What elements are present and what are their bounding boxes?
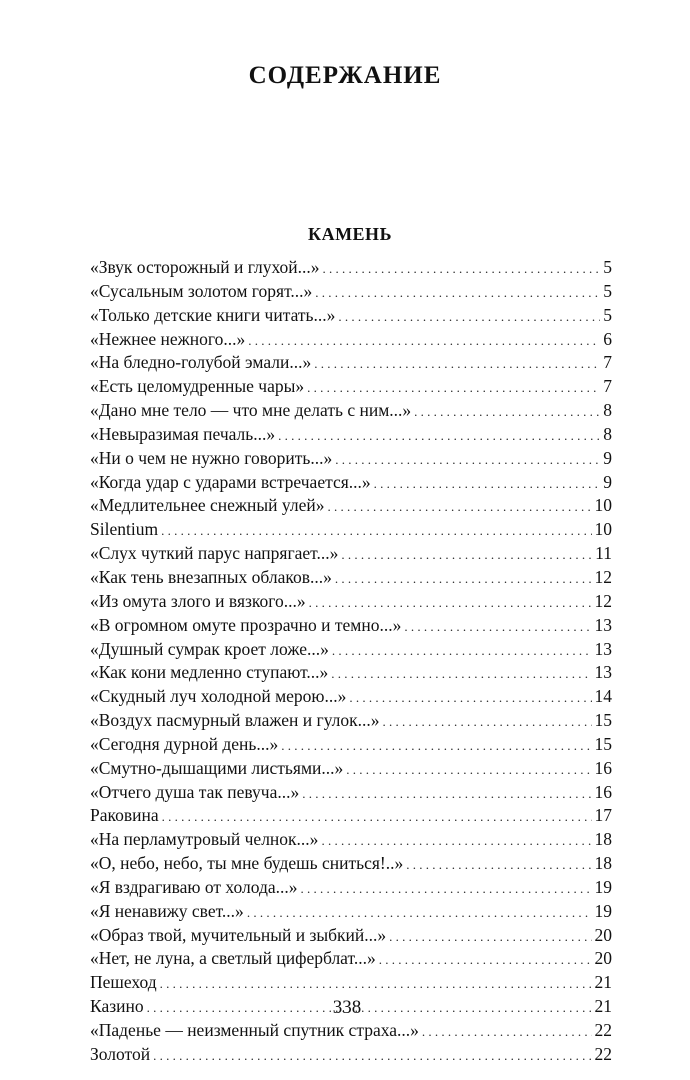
- toc-entry-title: «Как тень внезапных облаков...»: [90, 566, 332, 587]
- toc-leader-dots: [422, 1020, 592, 1044]
- toc-entry-page: 21: [594, 972, 612, 993]
- toc-entry-page: 19: [594, 900, 612, 921]
- toc-entry-title: «Воздух пасмурный влажен и гулок...»: [90, 710, 380, 731]
- toc-leader-dots: [314, 352, 600, 376]
- toc-leader-dots: [247, 901, 592, 925]
- toc-entry[interactable]: [90, 375, 612, 399]
- toc-leader-dots: [331, 662, 591, 686]
- toc-entry[interactable]: [90, 638, 612, 662]
- toc-entry-title: «Душный сумрак кроет ложе...»: [90, 638, 329, 659]
- toc-entry-page: 21: [594, 996, 612, 1017]
- toc-entry-page: 7: [603, 376, 612, 397]
- toc-entry-title: «Сегодня дурной день...»: [90, 733, 279, 754]
- toc-entry[interactable]: [90, 733, 612, 757]
- toc-entry-page: 19: [594, 876, 612, 897]
- toc-entry[interactable]: [90, 423, 612, 447]
- toc-entry[interactable]: [90, 828, 612, 852]
- toc-entry-title: Silentium: [90, 519, 159, 540]
- toc-entry-title: «О, небо, небо, ты мне будешь сниться!..»: [90, 853, 404, 874]
- toc-entry[interactable]: [90, 614, 612, 638]
- toc-entry-title: «Медлительнее снежный улей»: [90, 495, 325, 516]
- toc-entry-title: «Звук осторожный и глухой...»: [90, 257, 320, 277]
- toc-entry-title: «Дано мне тело — что мне делать с ним...»: [90, 400, 412, 421]
- toc-entry-page: 10: [594, 495, 612, 516]
- toc-entry[interactable]: [90, 590, 612, 614]
- toc-entry[interactable]: [90, 399, 612, 423]
- toc-leader-dots: [281, 734, 591, 758]
- toc-entry-page: 7: [603, 352, 612, 373]
- toc-leader-dots: [406, 853, 591, 877]
- toc-entry-title: Золотой: [90, 1043, 151, 1064]
- toc-leader-dots: [335, 567, 592, 591]
- toc-entry-title: «Сусальным золотом горят...»: [90, 280, 313, 301]
- toc-entry-page: 5: [603, 304, 612, 325]
- toc-entry-page: 22: [594, 1020, 612, 1040]
- toc-leader-dots: [335, 448, 600, 472]
- toc-leader-dots: [383, 710, 592, 734]
- toc-entry-title: «Когда удар с ударами встречается...»: [90, 471, 371, 492]
- toc-leader-dots: [301, 877, 592, 901]
- toc-entry[interactable]: [90, 757, 612, 781]
- toc-entry-title: «Я вздрагиваю от холода...»: [90, 876, 298, 897]
- toc-leader-dots: [307, 376, 600, 400]
- toc-entry-title: «Из омута злого и вязкого...»: [90, 590, 306, 611]
- toc-entry-title: «Отчего душа так певуча...»: [90, 781, 300, 802]
- toc-entry-page: 5: [603, 280, 612, 301]
- toc-leader-dots: [321, 829, 591, 853]
- toc-leader-dots: [414, 400, 600, 424]
- section-title: КАМЕНЬ: [308, 224, 392, 244]
- toc-entry-title: «Только детские книги читать...»: [90, 304, 336, 325]
- toc-entry-page: 12: [594, 590, 612, 611]
- toc-entry-page: 17: [594, 805, 612, 826]
- toc-entry-title: «В огромном омуте прозрачно и темно...»: [90, 614, 402, 635]
- toc-leader-dots: [161, 519, 591, 543]
- toc-entry[interactable]: [90, 494, 612, 518]
- toc-leader-dots: [302, 782, 591, 806]
- toc-leader-dots: [332, 639, 592, 663]
- toc-entry[interactable]: [90, 351, 612, 375]
- toc-entry-page: 15: [594, 710, 612, 731]
- toc-leader-dots: [327, 495, 591, 519]
- toc-entry-title: «Нежнее нежного...»: [90, 328, 246, 349]
- toc-leader-dots: [379, 948, 592, 972]
- toc-entry-page: 18: [594, 829, 612, 850]
- toc-entry-title: «Образ твой, мучительный и зыбкий...»: [90, 924, 387, 945]
- toc-entry[interactable]: [90, 876, 612, 900]
- toc-entry[interactable]: [90, 280, 612, 304]
- toc-entry-title: «Нет, не луна, а светлый циферблат...»: [90, 948, 376, 969]
- toc-entry-page: 16: [594, 757, 612, 778]
- toc-entry-page: 12: [594, 566, 612, 587]
- toc-leader-dots: [278, 424, 600, 448]
- toc-entry-title: Раковина: [90, 805, 159, 826]
- toc-entry-page: 13: [594, 662, 612, 683]
- toc-entry[interactable]: [90, 924, 612, 948]
- toc-entry[interactable]: [90, 328, 612, 352]
- toc-leader-dots: [323, 257, 601, 281]
- toc-entry-page: 5: [603, 257, 612, 277]
- toc-entry[interactable]: [90, 685, 612, 709]
- toc-entry[interactable]: [90, 518, 612, 542]
- toc-entry[interactable]: [90, 709, 612, 733]
- page-number: 338: [332, 997, 362, 1018]
- toc-entry-page: 18: [594, 853, 612, 874]
- page-title: СОДЕРЖАНИЕ: [248, 62, 442, 89]
- toc-leader-dots: [162, 805, 592, 829]
- toc-entry-page: 22: [594, 1043, 612, 1064]
- toc-entry-page: 14: [594, 686, 612, 707]
- toc-entry-title: «Слух чуткий парус напрягает...»: [90, 543, 339, 564]
- toc-leader-dots: [248, 329, 600, 353]
- toc-entry[interactable]: [90, 566, 612, 590]
- toc-entry[interactable]: [90, 900, 612, 924]
- toc-entry-page: 11: [595, 543, 612, 564]
- toc-leader-dots: [374, 472, 601, 496]
- toc-leader-dots: [349, 686, 591, 710]
- toc-entry-title: «Паденье — неизменный спутник страха...»: [90, 1020, 419, 1040]
- toc-entry[interactable]: [90, 947, 612, 971]
- toc-entry-page: 8: [603, 400, 612, 421]
- toc-entry-title: Казино: [90, 996, 144, 1017]
- toc-entry[interactable]: [90, 804, 612, 828]
- toc-leader-dots: [341, 543, 592, 567]
- toc-leader-dots: [346, 758, 591, 782]
- toc-entry-title: «Как кони медленно ступают...»: [90, 662, 329, 683]
- toc-entry-title: «Невыразимая печаль...»: [90, 423, 276, 444]
- toc-leader-dots: [160, 972, 592, 996]
- toc-leader-dots: [389, 925, 591, 949]
- toc-entry-page: 16: [594, 781, 612, 802]
- toc-entry[interactable]: [90, 1043, 612, 1067]
- toc-entry[interactable]: [90, 1019, 612, 1043]
- toc-entry-title: «Смутно-дышащими листьями...»: [90, 757, 344, 778]
- toc-entry[interactable]: [90, 447, 612, 471]
- toc-entry[interactable]: [90, 852, 612, 876]
- toc-entry[interactable]: [90, 304, 612, 328]
- toc-entry-page: 9: [603, 447, 612, 468]
- toc-entry-title: Пешеход: [90, 972, 157, 993]
- toc-entry-title: «Есть целомудренные чары»: [90, 376, 305, 397]
- toc-entry-page: 20: [594, 948, 612, 969]
- toc-entry[interactable]: [90, 471, 612, 495]
- toc-entry-page: 6: [603, 328, 612, 349]
- table-of-contents: [90, 256, 612, 1067]
- toc-entry-page: 13: [594, 614, 612, 635]
- toc-entry-title: «На перламутровый челнок...»: [90, 829, 319, 850]
- toc-entry[interactable]: [90, 661, 612, 685]
- toc-entry[interactable]: [90, 542, 612, 566]
- toc-leader-dots: [338, 305, 600, 329]
- toc-leader-dots: [309, 591, 592, 615]
- toc-entry[interactable]: [90, 781, 612, 805]
- toc-leader-dots: [315, 281, 600, 305]
- toc-leader-dots: [153, 1044, 591, 1068]
- toc-entry-page: 20: [594, 924, 612, 945]
- toc-entry-page: 13: [594, 638, 612, 659]
- toc-entry-page: 8: [603, 423, 612, 444]
- toc-entry-title: «На бледно-голубой эмали...»: [90, 352, 312, 373]
- toc-entry[interactable]: [90, 256, 612, 280]
- toc-entry-title: «Скудный луч холодной мерою...»: [90, 686, 347, 707]
- toc-leader-dots: [404, 615, 591, 639]
- toc-entry[interactable]: [90, 971, 612, 995]
- toc-entry-title: «Я ненавижу свет...»: [90, 900, 244, 921]
- toc-entry-page: 10: [594, 519, 612, 540]
- toc-entry-page: 15: [594, 733, 612, 754]
- toc-entry-page: 9: [603, 471, 612, 492]
- toc-entry-title: «Ни о чем не нужно говорить...»: [90, 447, 333, 468]
